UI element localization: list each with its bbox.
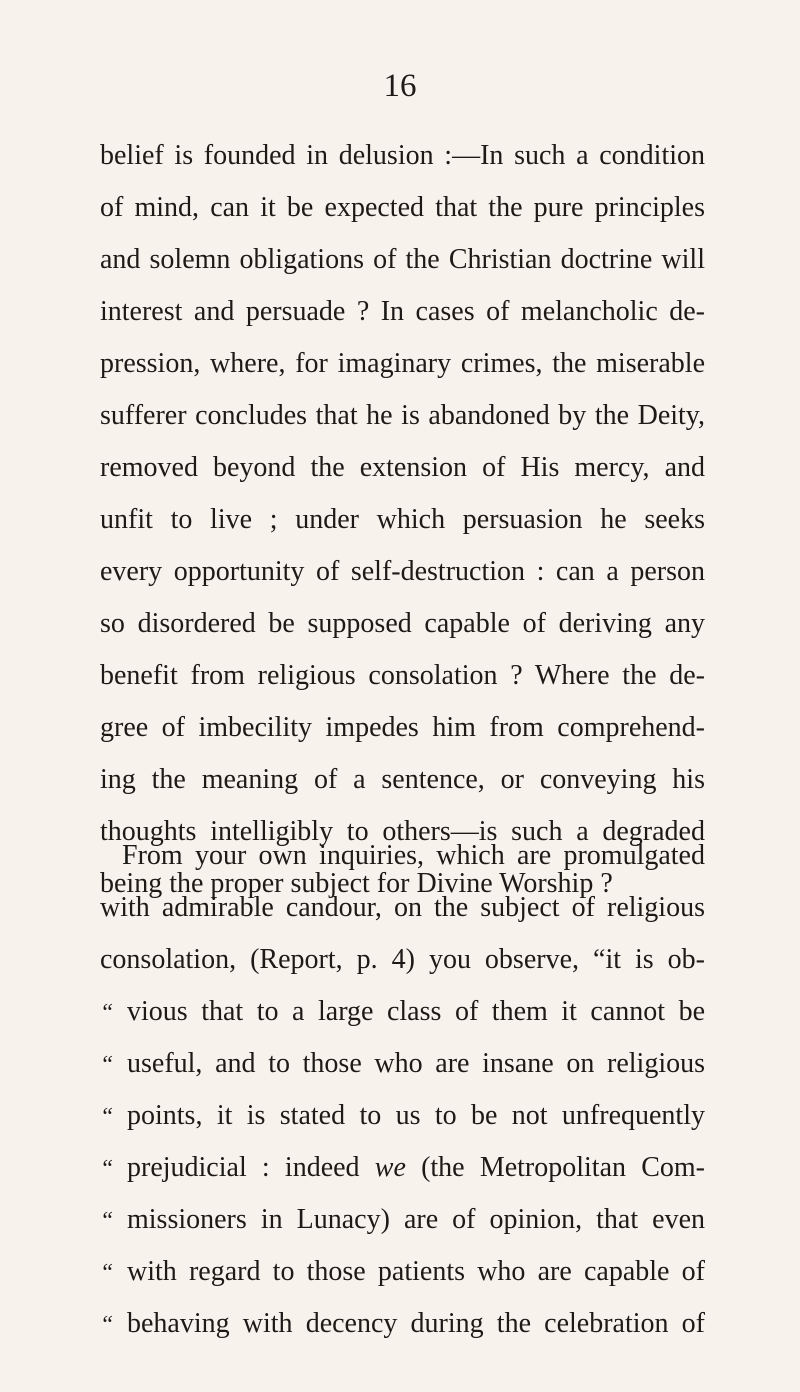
- text-line: sufferer concludes that he is abandoned by the Deity,: [100, 400, 705, 431]
- quoted-line: [100, 1038, 705, 1090]
- text-line: interest and persuade ? In cases of melancholic de-: [100, 296, 705, 327]
- text-line: ing the meaning of a sentence, or conveying his: [100, 764, 705, 795]
- quoted-line: [100, 1142, 705, 1194]
- quoted-line: [100, 1194, 705, 1246]
- text-line: and solemn obligations of the Christian doctrine will: [100, 244, 705, 275]
- quoted-text: missioners in Lunacy) are of opinion, that even: [127, 1204, 705, 1235]
- text-line: consolation, (Report, p. 4) you observe, “it is ob-: [100, 944, 705, 975]
- text-line: unfit to live ; under which persuasion he seeks: [100, 504, 705, 535]
- text-line: every opportunity of self-destruction : can a person: [100, 556, 705, 587]
- quoted-text: useful, and to those who are insane on religious: [127, 1048, 705, 1079]
- text-line: belief is founded in delusion :—In such a condition: [100, 140, 705, 171]
- quote-mark: “: [100, 1208, 114, 1234]
- text-line: From your own inquiries, which are promulgated: [122, 840, 705, 871]
- quoted-line: [100, 986, 705, 1038]
- quote-mark: “: [100, 1156, 114, 1182]
- quoted-line: [100, 1246, 705, 1298]
- paragraph-1: [100, 130, 705, 910]
- quote-mark: “: [100, 1052, 114, 1078]
- text-line: being the proper subject for Divine Worship ?: [100, 868, 613, 899]
- quote-mark: “: [100, 1000, 114, 1026]
- text-line: benefit from religious consolation ? Where the de-: [100, 660, 705, 691]
- paragraph-2: [100, 830, 705, 1350]
- quoted-text: prejudicial : indeed: [127, 1152, 375, 1183]
- quoted-text: behaving with decency during the celebration of: [127, 1308, 705, 1339]
- quoted-line: [100, 1298, 705, 1350]
- italic-word: we: [374, 1152, 406, 1183]
- text-line: removed beyond the extension of His mercy, and: [100, 452, 705, 483]
- text-line: of mind, can it be expected that the pure principles: [100, 192, 705, 223]
- quoted-text: points, it is stated to us to be not unfrequently: [127, 1100, 705, 1131]
- quoted-text: vious that to a large class of them it cannot be: [127, 996, 705, 1027]
- text-line: so disordered be supposed capable of deriving any: [100, 608, 705, 639]
- text-line: with admirable candour, on the subject of religious: [100, 892, 705, 923]
- page-number: 16: [383, 68, 417, 104]
- text-line: pression, where, for imaginary crimes, the miserable: [100, 348, 705, 379]
- quoted-text: (the Metropolitan Com-: [405, 1152, 705, 1183]
- quote-mark: “: [100, 1312, 114, 1338]
- text-line: gree of imbecility impedes him from comprehend-: [100, 712, 705, 743]
- quote-mark: “: [100, 1260, 114, 1286]
- quote-mark: “: [100, 1104, 114, 1130]
- text-line: thoughts intelligibly to others—is such a degraded: [100, 816, 705, 847]
- quoted-line: [100, 1090, 705, 1142]
- quoted-text: with regard to those patients who are capable of: [127, 1256, 705, 1287]
